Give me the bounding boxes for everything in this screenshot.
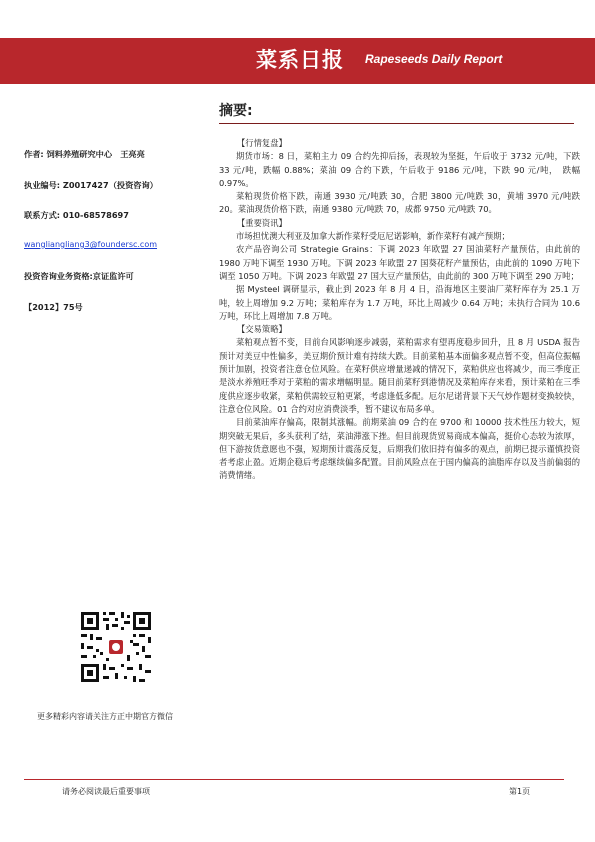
page-number: 第1页 [509,787,531,796]
author-line [24,149,145,160]
license-line [24,180,158,191]
qualification-number: 【2012】75号 [24,302,83,312]
footer-divider [24,779,564,780]
market-spot-paragraph: 菜粕现货价格下跌，南通 3930 元/吨跌 30，合肥 3800 元/吨跌 30，黄埔 3970 元/吨跌 20。菜油现货价格下跌，南通 9380 元/吨跌 70，成都 9750 元/吨跌 70。 [219,191,580,215]
author-email-link[interactable]: wangliangliang3@foundersc.com [24,240,158,249]
news-paragraph-1: 市场担忧澳大利亚及加拿大新作菜籽受厄尼诺影响，新作菜籽有减产预期； [236,231,510,242]
phone-value: 010-68578697 [62,210,129,220]
qr-caption: 更多精彩内容请关注方正中期官方微信 [37,712,173,721]
license-value: Z0017427（投资咨询） [62,180,158,190]
qualification-line: 投资咨询业务资格:京证监许可 [24,271,134,281]
news-paragraph-3: 据 Mysteel 调研显示，截止到 2023 年 8 月 4 日，沿海地区主要油厂菜籽库存为 25.1 万吨，较上周增加 9.2 万吨；菜粕库存为 1.7 万吨，环比上周减少 0.64 万吨；未执行合同为 10.6 万吨，环比上周增加 7.8 万吨。 [219,284,580,321]
phone-label: 联系方式: [24,210,61,220]
author-value: 饲料养殖研究中心 王亮亮 [46,149,145,159]
section-market-review-title: 【行情复盘】 [237,138,287,148]
summary-content [219,137,580,483]
news-paragraph-2: 农产品咨询公司 Strategie Grains：下调 2023 年欧盟 27 国油菜籽产量预估，由此前的 1980 万吨下调至 1930 万吨。下调 2023 年欧盟 27 国葵花籽产量预估，由此前的 1090 万吨下调至 1050 万吨。下调 2023 年欧盟 27 国大豆产量预估，由此前的 300 万吨下调至 290 万吨； [219,244,580,281]
license-label: 执业编号: [24,180,61,190]
summary-divider [219,123,574,124]
section-strategy-title: 【交易策略】 [237,324,287,335]
author-label: 作者: [24,149,44,159]
summary-heading: 摘要: [219,103,253,119]
footer-notice: 请务必阅读最后重要事项 [62,787,150,796]
report-title-cn: 菜系日报 [256,48,344,72]
section-news-title: 【重要资讯】 [237,217,287,228]
wechat-qr-code [79,610,153,684]
market-futures-paragraph: 期货市场：8 日，菜粕主力 09 合约先抑后扬，表现较为坚挺，午后收于 3732 元/吨，下跌 33 元/吨，跌幅 0.88%；菜油 09 合约下跌，午后收于 9186 元/吨，下跌 90 元/吨， 跌幅 0.97%。 [219,151,580,188]
phone-line [24,210,129,221]
strategy-rapeseed-oil-paragraph: 目前菜油库存偏高，限制其涨幅。前期菜油 09 合约在 9700 和 10000 技术性压力较大，短期突破无果后，多头获利了结，菜油滞涨下挫。但目前现货贸易商成本偏高，挺价心态较为浓厚，但下游按货意愿也不强，短期预计震荡反复，后期我们依旧持有偏多的观点，前期已提示谨慎投资者考虑止盈。近期企稳后考虑继续偏多配置。目前风险点在于国内偏高的油脂库存以及当前偏弱的消费情绪。 [219,417,580,481]
strategy-rapeseed-meal-paragraph: 菜粕观点暂不变，目前台风影响逐步减弱，菜粕需求有望再度稳步回升，且 8 月 USDA 报告预计对美豆中性偏多，美豆期价预计难有持续大跌。目前菜粕基本面偏多观点暂不变，但高位振幅预计加剧，投资者注意仓位风险。在菜籽供应增量递减的情况下，菜粕供应也将减少，而三季度正是淡水养殖旺季对于菜粕的需求增幅明显。随目前菜籽到港情况及菜粕库存来看，预计菜粕在三季度供应逐步收紧，菜粕供需较豆粕更紧，考虑逢低多配。厄尔尼诺背景下天气炒作题材变换较快，注意仓位风险。01 合约对应消费淡季，暂不建议布局多单。 [219,337,580,414]
report-title-en: Rapeseeds Daily Report [365,52,503,66]
report-header-banner [0,38,595,84]
